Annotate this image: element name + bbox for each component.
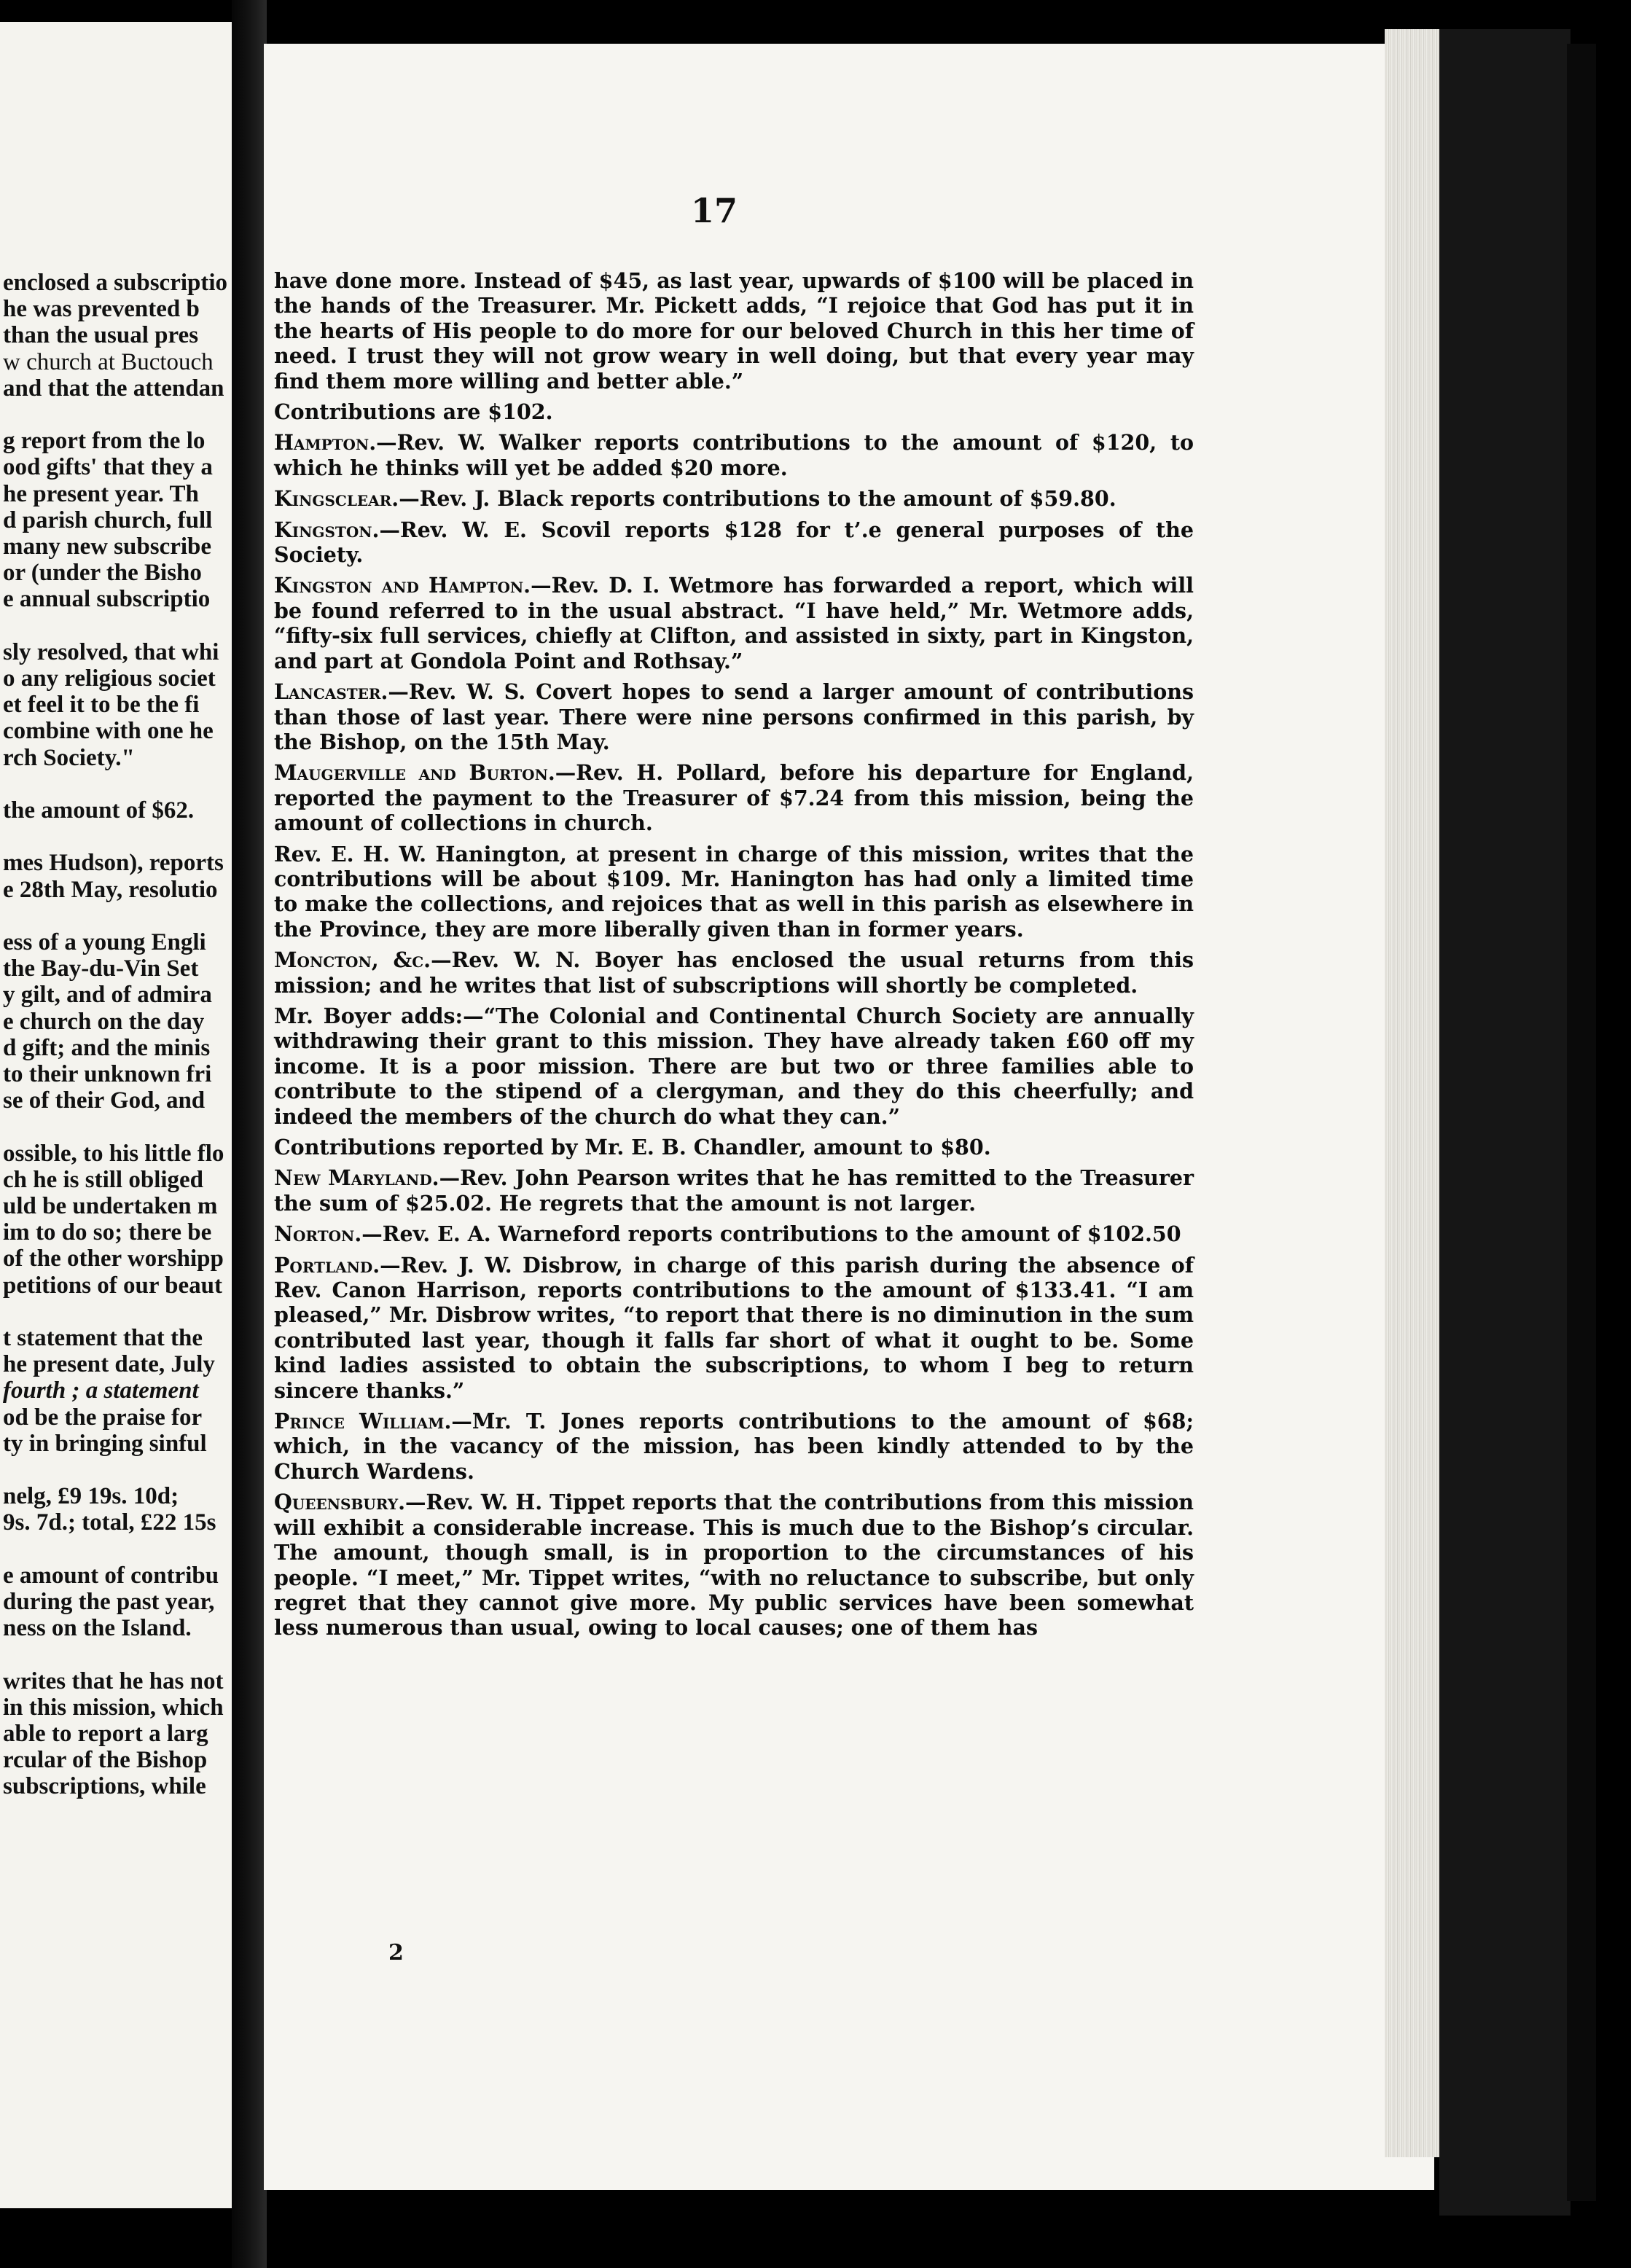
left-page-line: rch Society." [3,744,135,771]
left-page-line: combine with one he [3,718,214,745]
entry-text: Rev. E. H. W. Hanington, at present in charge of this mission, writes that the contributions will be about $109. Mr. Hanington has had only a limited time to make the collections, and rejoices that as well in this parish as elsewhere in the Province, they are more liberally given than in former years. [274,841,1194,942]
book-gutter [232,0,267,2268]
left-page-line: d gift; and the minis [3,1034,211,1061]
entry-text: —Rev. John Pearson writes that he has remitted to the Treasurer the sum of $25.02. He regrets that the amount is not larger. [274,1165,1194,1216]
left-page-line: w church at Buctouch [3,348,214,375]
left-page-line: e annual subscriptio [3,586,211,613]
left-page-line: et feel it to be the fi [3,692,200,719]
entry-text: —Rev. D. I. Wetmore has forwarded a report, which will be found referred to in the usual abstract. “I have held,” Mr. Wetmore adds, “fifty-six full services, chiefly at Clifton, and assisted in sixty, part in Kingston, and part at Gondola Point and Rothsay.” [274,573,1194,673]
report-entry [274,1409,1194,1484]
left-page-line: he was prevented b [3,296,200,323]
report-entry [274,1165,1194,1216]
left-page-line: fourth ; a statement [3,1377,199,1404]
entry-heading: Queensbury. [274,1490,406,1515]
page-number: 17 [691,191,738,230]
entry-heading: New Maryland. [274,1165,439,1191]
left-page-line: than the usual pres [3,322,199,349]
entry-text: —Rev. W. Walker reports contributions to the amount of $120, to which he thinks will yet be added $20 more. [274,430,1194,480]
left-page-line: writes that he has not [3,1667,224,1694]
entry-text: have done more. Instead of $45, as last year, upwards of $100 will be placed in the hands of the Treasurer. Mr. Pickett adds, “I rejoice that God has put it in the hearts of His people to do more for our beloved Church in this her time of need. I trust they will not grow weary in well doing, but that every year may find them more willing and better able.” [274,268,1194,394]
left-page-line: o any religious societ [3,665,216,692]
left-page-line: t statement that the [3,1325,203,1351]
entry-text: —Mr. T. Jones reports contributions to the amount of $68; which, in the vacancy of the mission, has been kindly attended to by the Church Wardens. [274,1409,1194,1484]
entry-heading: Norton. [274,1221,362,1247]
left-page-line: the amount of $62. [3,797,195,824]
left-page-line: and that the attendan [3,375,224,402]
left-page-line: of the other worshipp [3,1246,224,1272]
left-page-line: e church on the day [3,1008,205,1035]
left-facing-page [0,22,232,2208]
left-page-line: the Bay-du-Vin Set [3,955,199,982]
left-page-line: im to do so; there be [3,1219,212,1246]
entry-text: Contributions are $102. [274,399,553,425]
left-page-line: ossible, to his little flo [3,1140,224,1167]
entry-text: —Rev. E. A. Warneford reports contributions to the amount of $102.50 [361,1221,1181,1247]
left-page-line: g report from the lo [3,428,206,455]
left-page-line: rcular of the Bishop [3,1747,208,1774]
left-page-line: ood gifts' that they a [3,454,213,481]
report-entry [274,679,1194,754]
report-entry [274,1221,1194,1246]
left-page-line: many new subscribe [3,533,212,560]
left-page-line: sly resolved, that whi [3,638,219,665]
report-entry [274,399,1194,424]
entry-heading: Kingston and Hampton. [274,573,531,598]
report-text-block [274,268,1194,1641]
left-page-line: e 28th May, resolutio [3,876,218,903]
left-page-line: nelg, £9 19s. 10d; [3,1483,179,1510]
left-page-line: during the past year, [3,1589,215,1615]
entry-text: —Rev. W. E. Scovil reports $128 for t’.e general purposes of the Society. [274,517,1194,568]
report-entry [274,430,1194,480]
left-page-line: in this mission, which [3,1694,224,1721]
entry-heading: Moncton, &c. [274,947,431,973]
entry-text: —Rev. W. S. Covert hopes to send a larger amount of contributions than those of last year. There were nine persons confirmed in this parish, by the Bishop, on the 15th May. [274,679,1194,754]
left-page-line: ty in bringing sinful [3,1430,207,1457]
left-page-line: able to report a larg [3,1721,208,1747]
book-rim [1567,44,1596,2201]
left-page-line: petitions of our beaut [3,1272,222,1299]
page-edges [1385,29,1443,2157]
report-entry [274,1135,1194,1160]
entry-heading: Maugerville and Burton. [274,760,555,786]
entry-text: —Rev. J. W. Disbrow, in charge of this parish during the absence of Rev. Canon Harrison, reports contributions to the amount of $133.41. “I am pleased,” Mr. Disbrow writes, “to report that there is no diminution in the sum contributed last year, though it falls far short of what it ought to be. Some kind ladies assisted to obtain the subscriptions, to whom I beg to return sincere thanks.” [274,1252,1194,1403]
left-page-line: mes Hudson), reports [3,850,224,877]
entry-text: —Rev. J. Black reports contributions to the amount of $59.80. [399,486,1116,512]
entry-text: —Rev. H. Pollard, before his departure for England, reported the payment to the Treasurer of $7.24 from this mission, being the amount of collections in church. [274,760,1194,836]
signature-mark: 2 [388,1940,404,1966]
left-page-line: uld be undertaken m [3,1193,218,1219]
left-page-line: od be the praise for [3,1404,203,1431]
entry-heading: Portland. [274,1252,380,1278]
report-entry [274,486,1194,511]
left-page-line: se of their God, and [3,1087,206,1114]
book-cover-edge [1439,29,1571,2216]
report-entry [274,1490,1194,1640]
report-entry [274,573,1194,673]
left-page-line: or (under the Bisho [3,560,202,587]
entry-heading: Kingsclear. [274,486,399,512]
left-page-line: to their unknown fri [3,1061,212,1087]
report-entry [274,842,1194,942]
entry-text: —Rev. W. H. Tippet reports that the contributions from this mission will exhibit a considerable increase. This is much due to the Bishop’s circular. The amount, though small, is in proportion to the circumstances of his people. “I meet,” Mr. Tippet writes, “with no reluctance to subscribe, but only regret that they cannot give more. My public services have been somewhat less numerous than usual, owing to local causes; one of them has [274,1490,1194,1641]
left-page-line: y gilt, and of admira [3,982,212,1009]
report-entry [274,268,1194,394]
entry-heading: Lancaster. [274,679,388,705]
left-page-line: he present year. Th [3,480,199,507]
left-page-line: subscriptions, while [3,1773,206,1800]
entry-text: Mr. Boyer adds:—“The Colonial and Continental Church Society are annually withdrawing their grant to this mission. They have already taken £60 off my income. It is a poor mission. There are but two or three families able to contribute to the stipend of a clergyman, and they do this cheerfully; and indeed the members of the church do what they can.” [274,1003,1194,1129]
left-page-line: enclosed a subscriptio [3,270,228,296]
report-entry [274,1253,1194,1403]
entry-heading: Kingston. [274,517,380,542]
report-entry [274,1004,1194,1129]
entry-heading: Hampton. [274,430,377,455]
report-entry [274,517,1194,568]
entry-text: —Rev. W. N. Boyer has enclosed the usual returns from this mission; and he writes that list of subscriptions will shortly be completed. [274,947,1194,998]
report-entry [274,760,1194,835]
entry-heading: Prince William. [274,1409,452,1434]
left-page-line: 9s. 7d.; total, £22 15s [3,1509,216,1536]
left-page-line: he present date, July [3,1351,215,1378]
entry-text: Contributions reported by Mr. E. B. Chandler, amount to $80. [274,1135,991,1160]
left-page-line: ch he is still obliged [3,1166,204,1193]
left-page-line: ness on the Island. [3,1615,192,1642]
report-entry [274,947,1194,998]
left-page-line: ess of a young Engli [3,929,206,955]
left-page-line: d parish church, full [3,507,213,533]
left-page-line: e amount of contribu [3,1562,219,1589]
